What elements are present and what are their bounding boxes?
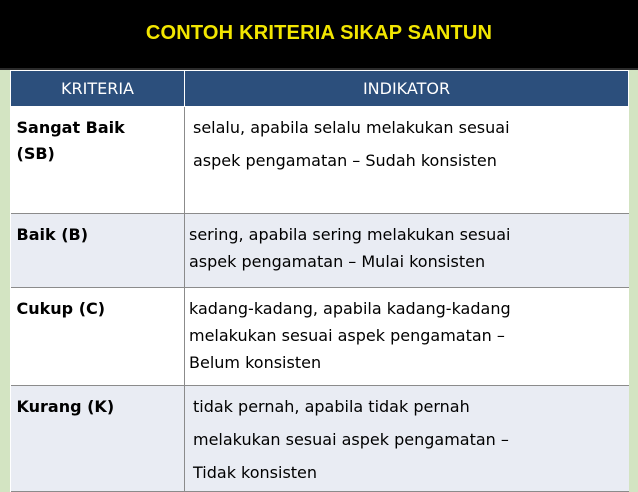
- indikator-text: kadang-kadang, apabila kadang-kadang: [189, 299, 511, 318]
- indikator-text: melakukan sesuai aspek pengamatan –: [189, 326, 505, 345]
- indikator-cell: [185, 288, 629, 386]
- slide-title: CONTOH KRITERIA SIKAP SANTUN: [145, 22, 493, 44]
- indikator-text: aspek pengamatan – Mulai konsisten: [189, 252, 486, 271]
- kriteria-text: Cukup (C): [16, 299, 106, 318]
- kriteria-text: (SB): [16, 144, 55, 163]
- indikator-text: sering, apabila sering melakukan sesuai: [189, 225, 511, 244]
- indikator-text: melakukan sesuai aspek pengamatan –: [193, 430, 509, 449]
- indikator-text: Belum konsisten: [189, 353, 322, 372]
- indikator-text: aspek pengamatan – Sudah konsisten: [193, 151, 497, 170]
- kriteria-cell: [11, 214, 185, 288]
- table-row: [11, 288, 629, 386]
- kriteria-cell: [11, 386, 185, 492]
- table-row: [11, 107, 629, 214]
- table-row: [11, 386, 629, 492]
- title-bar: [0, 0, 638, 70]
- indikator-text: tidak pernah, apabila tidak pernah: [193, 397, 470, 416]
- table-row: [11, 214, 629, 288]
- indikator-cell: [185, 107, 629, 214]
- indikator-text: Tidak konsisten: [193, 463, 318, 482]
- header-indikator: INDIKATOR: [185, 71, 629, 107]
- criteria-table-container: [10, 70, 628, 492]
- kriteria-text: Kurang (K): [16, 397, 115, 416]
- table-header-row: [11, 71, 629, 107]
- kriteria-cell: [11, 288, 185, 386]
- kriteria-cell: [11, 107, 185, 214]
- indikator-cell: [185, 386, 629, 492]
- indikator-cell: [185, 214, 629, 288]
- indikator-text: selalu, apabila selalu melakukan sesuai: [193, 118, 510, 137]
- criteria-table: [10, 70, 629, 492]
- header-kriteria: KRITERIA: [11, 71, 185, 107]
- kriteria-text: Sangat Baik: [16, 118, 125, 137]
- kriteria-text: Baik (B): [16, 225, 89, 244]
